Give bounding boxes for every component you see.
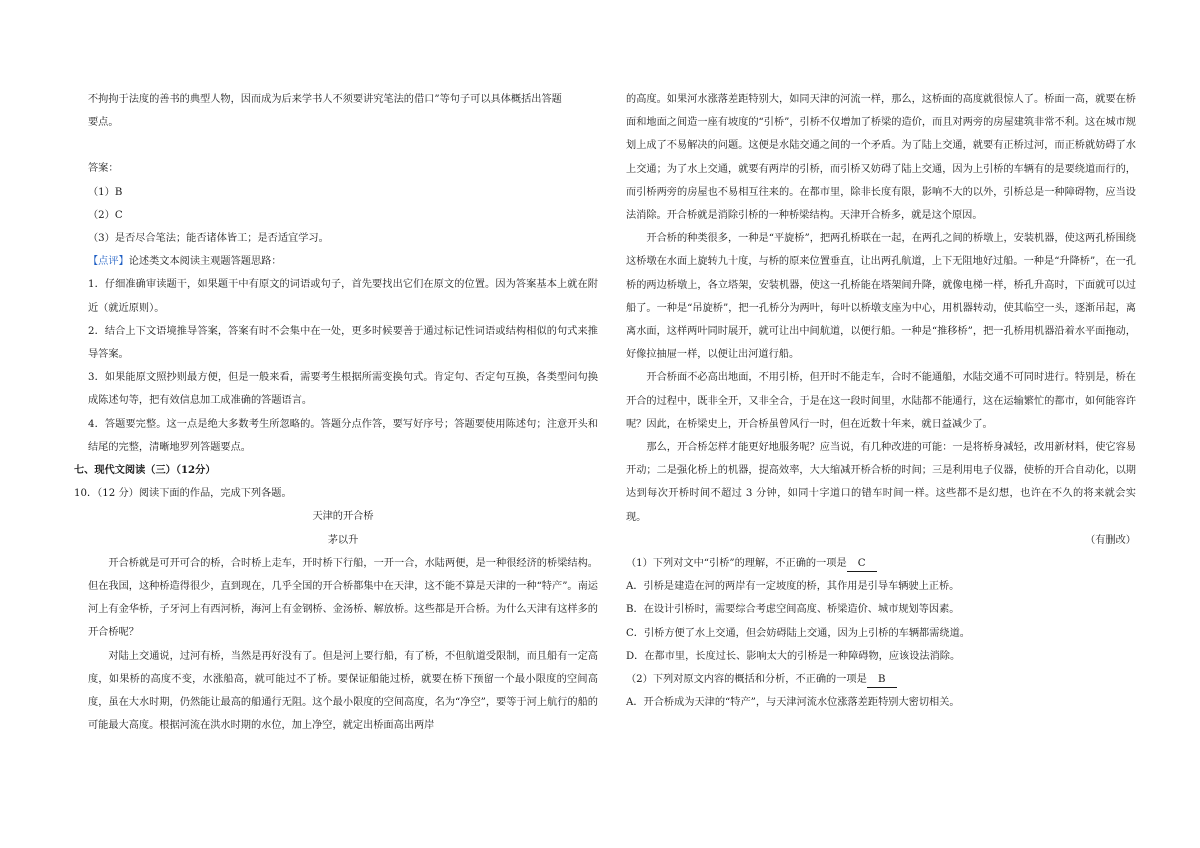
article-paragraph-4: 开合桥面不必高出地面，不用引桥，但开时不能走车，合时不能通船，水陆交通不可同时进行。特别是，桥在开合的过程中，既非全开，又非全合，于是在这一段时间里，水陆都不能通行，这在运输繁忙的都市，如何能容许呢？因此，在桥梁史上，开合桥虽曾风行一时，但在近数十年来，就日益减少了。: [626, 372, 1136, 430]
question-1-text: （1）下列对文中“引桥”的理解，不正确的一项是: [626, 558, 847, 570]
question-1-option-b: B．在设计引桥时，需要综合考虑空间高度、桥梁造价、城市规划等因素。: [626, 604, 960, 616]
tip-2: 2．结合上下文语境推导答案，答案有时不会集中在一处，更多时候要善于通过标记性词语或结构相似的句式来推导答案。: [88, 325, 598, 361]
question-1-option-a: A．引桥是建造在河的两岸有一定坡度的桥，其作用是引导车辆驶上正桥。: [626, 581, 960, 593]
right-column: [626, 88, 1136, 714]
article-title: 天津的开合桥: [312, 511, 374, 523]
answer-2: （2）C: [88, 209, 123, 221]
question-1-option-d: D．在都市里，长度过长、影响太大的引桥是一种障碍物，应该设法消除。: [626, 650, 961, 662]
article-paragraph-2-cont: 的高度。如果河水涨落差距特别大，如同天津的河流一样，那么，这桥面的高度就很惊人了。桥面一高，就要在桥面和地面之间造一座有坡度的“引桥”，引桥不仅增加了桥梁的造价，而且对两旁的房屋建筑非常不利。这在城市规划上成了不易解决的问题。这便是水陆交通之间的一个矛盾。为了陆上交通，就要有正桥过河，而正桥就妨碍了水上交通；为了水上交通，就要有两岸的引桥，而引桥又妨碍了陆上交通，因为上引桥的车辆有的是要绕道而行的，而引桥两旁的房屋也不易相互往来的。在都市里，除非长度有限，影响不大的以外，引桥总是一种障碍物，应当设法消除。开合桥就是消除引桥的一种桥梁结构。天津开合桥多，就是这个原因。: [626, 94, 1136, 222]
tip-3: 3．如果能原文照抄则最方便，但是一般来看，需要考生根据所需变换句式。肯定句、否定句互换，各类型问句换成陈述句等，把有效信息加工成准确的答题语言。: [88, 372, 598, 407]
question-intro: 10．（12 分）阅读下面的作品，完成下列各题。: [74, 488, 292, 500]
question-1-option-c: C．引桥方便了水上交通，但会妨碍陆上交通，因为上引桥的车辆都需绕道。: [626, 627, 970, 639]
intro-line-1: 不拘拘于法度的善书的典型人物，因而成为后来学书人不须要讲究笔法的借口”等句子可以具体概括出答题: [88, 94, 562, 105]
comment: [88, 250, 598, 273]
question-1-answer: C: [847, 557, 877, 572]
tip-1: 1．仔细准确审读题干，如果题干中有原文的词语或句子，首先要找出它们在原文的位置。因为答案基本上就在附近（就近原则）。: [88, 279, 598, 314]
answer-3: （3）是否尽合笔法；能否诸体皆工；是否适宜学习。: [88, 233, 329, 245]
question-2-text: （2）下列对原文内容的概括和分析，不正确的一项是: [626, 674, 867, 686]
section-title: 七、现代文阅读（三）（12分）: [74, 464, 216, 477]
article-paragraph-2: 对陆上交通说，过河有桥，当然是再好没有了。但是河上要行船，有了桥，不但航道受限制，而且船有一定高度，如果桥的高度不变，水涨船高，就可能过不了桥。要保证船能过桥，就要在桥下预留一个最小限度的空间高度，虽在大水时期，仍然能让最高的船通行无阻。这个最小限度的空间高度，名为“净空”，要等于河上航行的船的可能最大高度。根据河流在洪水时期的水位，加上净空，就定出桥面高出两岸: [88, 650, 598, 732]
question-2-stem: [626, 668, 1136, 691]
intro-line-2: 要点。: [88, 117, 119, 129]
source-note: （有删改）: [1085, 534, 1136, 546]
comment-text: 论述类文本阅读主观题答题思路：: [128, 256, 282, 268]
article-paragraph-3: 开合桥的种类很多，一种是“平旋桥”，把两孔桥联在一起，在两孔之间的桥墩上，安装机器，使这两孔桥围绕这桥墩在水面上旋转九十度，与桥的原来位置垂直，让出两孔航道，上下无阻地好过船。一种是“升降桥”，在一孔桥的两边桥墩上，各立塔架，安装机器，使这一孔桥能在塔架间升降，就像电梯一样，桥孔升高时，下面就可以过船了。一种是“吊旋桥”，把一孔桥分为两叶，每叶以桥墩支座为中心，用机器转动，使其临空一头，逐渐吊起，离离水面，这样两叶同时展开，就可让出中间航道，以便行船。一种是“推移桥”，把一孔桥用机器沿着水平面拖动，好像拉抽屉一样，以便让出河道行船。: [626, 233, 1136, 361]
question-1-stem: [626, 552, 1136, 575]
question-2-option-a: A．开合桥成为天津的“特产”，与天津河流水位涨落差距特别大密切相关。: [626, 697, 960, 709]
article-paragraph-5: 那么，开合桥怎样才能更好地服务呢？应当说，有几种改进的可能：一是将桥身减轻，改用新材料，使它容易开动；二是强化桥上的机器，提高效率，大大缩减开桥合桥的时间；三是利用电子仪器，使桥的开合自动化，以期达到每次开桥时间不超过 3 分钟，如同十字道口的错车时间一样。这些都不是幻想，也许在不久的将来就会实现。: [626, 442, 1136, 523]
tip-4: 4．答题要完整。这一点是绝大多数考生所忽略的。答题分点作答，要写好序号；答题要使用陈述句；注意开头和结尾的完整，清晰地罗列答题要点。: [88, 418, 598, 453]
comment-tag: 【点评】: [88, 256, 129, 268]
left-column: [74, 88, 598, 737]
article-paragraph-1: 开合桥就是可开可合的桥，合时桥上走车，开时桥下行船，一开一合，水陆两便，是一种很经济的桥梁结构。但在我国，这种桥造得很少，直到现在，几乎全国的开合桥都集中在天津，这不能不算是天津的一种“特产”。南运河上有金华桥，子牙河上有西河桥，海河上有金钢桥、金汤桥、解放桥。这些都是开合桥。为什么天津有这样多的开合桥呢？: [88, 557, 598, 639]
question-2-answer: B: [867, 673, 897, 688]
article-author: 茅以升: [327, 534, 359, 546]
answer-label: 答案：: [88, 163, 119, 175]
answer-1: （1）B: [88, 186, 123, 198]
